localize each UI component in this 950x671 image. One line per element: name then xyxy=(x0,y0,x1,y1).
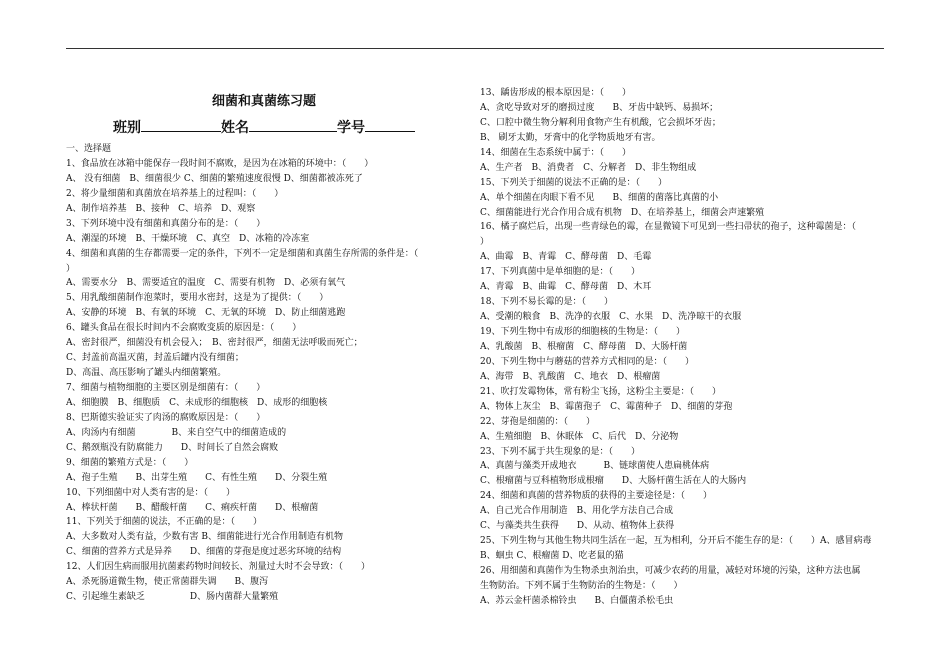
question-line: 7、细菌与植物细胞的主要区别是细菌有：（ ） xyxy=(66,383,266,393)
class-label: 班别 xyxy=(113,120,141,136)
question-line: A、制作培养基 B、接种 C、培养 D、观察 xyxy=(66,203,256,214)
question-line: C、细菌能进行光合作用合成有机物 D、在培养基上，细菌会声速繁殖 xyxy=(480,207,765,218)
question-line: 9、细菌的繁殖方式是：（ ） xyxy=(66,457,194,468)
question-line: 16、橘子腐烂后，出现一些青绿色的霉，在显微镜下可见到一些扫帚状的孢子，这种霉菌是：（ xyxy=(480,222,856,233)
question-line: 17、下列真菌中是单细胞的是：（ ） xyxy=(480,267,640,278)
question-line: 15、下列关于细菌的说法不正确的是：（ ） xyxy=(480,177,667,188)
question-line: A、孢子生殖 B、出芽生殖 C、有性生殖 D、分裂生殖 xyxy=(66,472,328,483)
question-line: A、物体上灰尘 B、霉菌孢子 C、霉菌种子 D、细菌的芽孢 xyxy=(480,401,733,412)
question-line: C、与藻类共生获得 D、从动、植物体上获得 xyxy=(480,521,675,532)
right-column xyxy=(480,86,884,609)
question-line: A、海带 B、乳酸菌 C、地衣 D、根瘤菌 xyxy=(480,371,661,382)
question-line: 19、下列生物中有成形的细胞核的生物是：（ ） xyxy=(480,327,685,337)
question-line: 10、下列细菌中对人类有害的是：（ ） xyxy=(66,487,235,498)
question-line: C、鹅颈瓶没有防腐能力 D、时间长了自然会腐败 xyxy=(66,442,279,453)
number-blank xyxy=(365,117,415,132)
name-blank xyxy=(249,117,337,132)
question-line: A、乳酸菌 B、根瘤菌 C、酵母菌 D、大肠杆菌 xyxy=(480,341,688,352)
left-column xyxy=(66,90,462,605)
question-line: 22、芽孢是细菌的：（ ） xyxy=(480,416,595,427)
question-line: C、引起维生素缺乏 D、肠内菌群大量繁殖 xyxy=(66,592,279,603)
class-blank xyxy=(141,117,221,132)
question-line: C、根瘤菌与豆科植物形成根瘤 D、大肠杆菌生活在人的大肠内 xyxy=(480,476,747,487)
document-title: 细菌和真菌练习题 xyxy=(211,94,316,109)
question-line: 8、巴斯德实验证实了肉汤的腐败原因是：（ ） xyxy=(66,412,266,423)
question-line: C、细菌的营养方式是异养 D、细菌的芽孢是度过恶劣环境的结构 xyxy=(66,547,342,558)
question-line: 23、下列不属于共生现象的是：（ ） xyxy=(480,446,640,457)
question-line: 4、细菌和真菌的生存都需要一定的条件，下列不一定是细菌和真菌生存所需的条件是：（ xyxy=(66,248,419,259)
question-line: 21、吹打发霉物体，常有粉尘飞扬，这粉尘主要是：（ ） xyxy=(480,386,721,397)
question-line: B、 刷牙太勤，牙膏中的化学物质地牙有害。 xyxy=(480,132,661,143)
question-line: 5、用乳酸细菌制作泡菜时，要用水密封，这是为了提供：（ ） xyxy=(66,293,329,304)
question-line: A、大多数对人类有益，少数有害 B、细菌能进行光合作用制造有机物 xyxy=(66,532,343,543)
question-line: A、生殖细胞 B、休眠体 C、后代 D、分泌物 xyxy=(480,431,679,442)
question-line: A、曲霉 B、青霉 C、酵母菌 D、毛霉 xyxy=(480,252,652,263)
question-line: A、青霉 B、曲霉 C、酵母菌 D、木耳 xyxy=(480,282,652,293)
number-label: 学号 xyxy=(337,120,365,136)
question-line: A、安静的环境 B、有氧的环境 C、无氧的环境 D、防止细菌逃跑 xyxy=(66,308,346,319)
question-line: 18、下列不易长霉的是：（ ） xyxy=(480,297,613,308)
question-line: 1、食品放在冰箱中能保存一段时间不腐败，是因为在冰箱的环境中：（ ） xyxy=(66,158,374,169)
question-line: 20、下列生物中与蘑菇的营养方式相同的是：（ ） xyxy=(480,356,694,367)
question-line: A、密封很严，细菌没有机会侵入； B、密封很严，细菌无法呼吸而死亡； xyxy=(66,338,363,349)
question-line: 24、细菌和真菌的营养物质的获得的主要途径是：（ ） xyxy=(480,491,712,502)
question-line: A、自己光合作用制造 B、用化学方法自己合成 xyxy=(480,506,674,517)
question-line: ） xyxy=(66,263,76,274)
question-line: A、潮湿的环境 B、干燥环境 C、真空 D、冰箱的冷冻室 xyxy=(66,233,310,244)
question-line: A、需要水分 B、需要适宜的温度 C、需要有机物 D、必须有氧气 xyxy=(66,278,346,289)
question-line: C、封盖前高温灭菌，封盖后罐内没有细菌； xyxy=(66,353,244,364)
question-line: A、 没有细菌 B、细菌很少 C、细菌的繁殖速度很慢 D、细菌都被冻死了 xyxy=(66,173,363,184)
question-line: 26、用细菌和真菌作为生物杀虫剂治虫，可减少农药的用量，减轻对环境的污染，这种方法也属 xyxy=(480,566,861,576)
question-line: A、真菌与藻类开成地衣 B、链球菌使人患扁桃体病 xyxy=(480,461,710,472)
question-line: A、细胞膜 B、细胞质 C、未成形的细胞核 D、成形的细胞核 xyxy=(66,397,328,408)
question-line: A、苏云金杆菌杀棉铃虫 B、白僵菌杀松毛虫 xyxy=(480,595,674,606)
question-line: 11、下列关于细菌的说法，不正确的是：（ ） xyxy=(66,517,262,528)
top-rule xyxy=(66,48,884,49)
question-line: A、贪吃导致对牙的磨损过度 B、牙齿中缺钙、易损坏； xyxy=(480,102,719,113)
question-line: A、单个细菌在肉眼下看不见 B、细菌的菌落比真菌的小 xyxy=(480,192,719,203)
question-line: 14、细菌在生态系统中属于：（ ） xyxy=(480,147,631,158)
question-line: 2、将少量细菌和真菌放在培养基上的过程叫：（ ） xyxy=(66,188,284,199)
question-line: ） xyxy=(480,237,490,248)
question-line: 25、下列生物与其他生物共同生活在一起，互为相利，分开后不能生存的是：（ ）A、感冒病毒 xyxy=(480,536,872,547)
question-line: 3、下列环境中没有细菌和真菌分布的是：（ ） xyxy=(66,218,266,229)
section-heading: 一、选择题 xyxy=(66,144,112,154)
question-line: D、高温、高压影响了罐头内细菌繁殖。 xyxy=(66,368,227,379)
question-line: A、生产者 B、消费者 C、分解者 D、非生物组成 xyxy=(480,162,697,173)
question-line: 生物防治。下列不属于生物防治的生物是：（ ） xyxy=(480,580,683,591)
question-line: 12、人们因生病而服用抗菌素药物时间较长、剂量过大时不会导致：（ ） xyxy=(66,562,370,573)
question-line: B、蛔虫 C、根瘤菌 D、吃老鼠的猫 xyxy=(480,551,624,562)
question-line: C、口腔中微生物分解利用食物产生有机酸，它会损坏牙齿； xyxy=(480,117,721,128)
question-line: 6、罐头食品在很长时间内不会腐败变质的原因是：（ ） xyxy=(66,323,302,334)
question-line: A、棒状杆菌 B、醋酸杆菌 C、痢疾杆菌 D、根瘤菌 xyxy=(66,502,319,513)
question-line: A、杀死肠道微生物，使正常菌群失调 B、腹泻 xyxy=(66,577,269,588)
header-fields xyxy=(66,116,462,142)
question-line: A、受潮的粮食 B、洗净的衣服 C、水果 D、洗净晾干的衣服 xyxy=(480,312,742,323)
name-label: 姓名 xyxy=(221,120,249,136)
question-line: A、肉汤内有细菌 B、来自空气中的细菌造成的 xyxy=(66,427,287,438)
question-line: 13、龋齿形成的根本原因是：（ ） xyxy=(480,88,631,98)
